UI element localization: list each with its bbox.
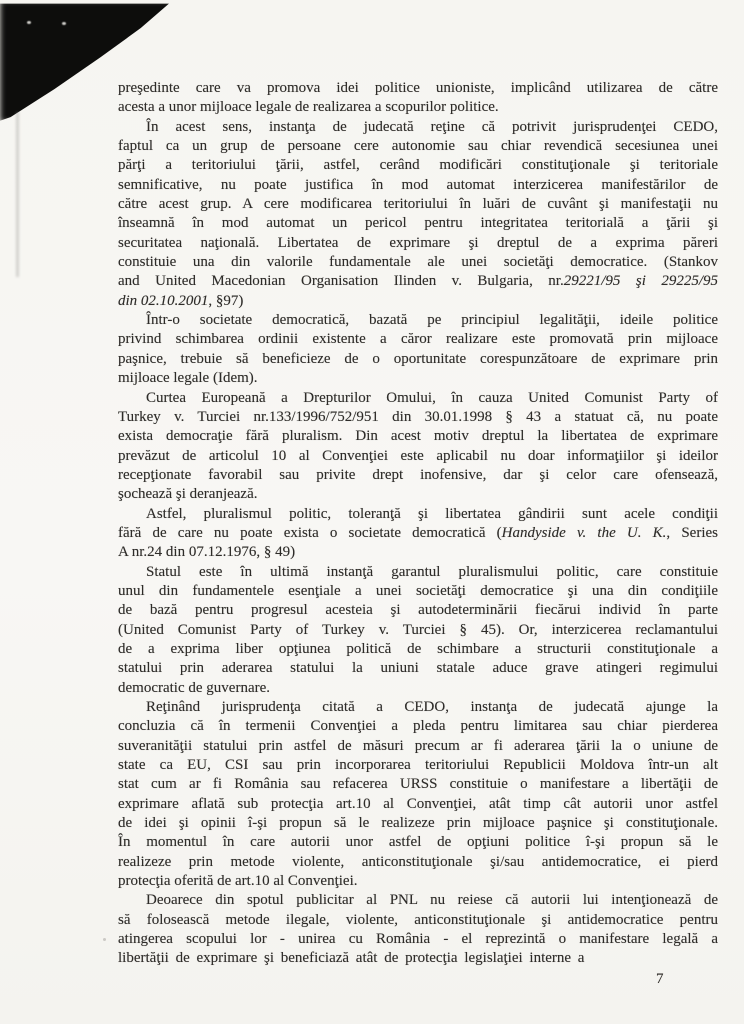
text-line: de a exprima liber opţiunea politică de schimbare a structurii constituţionale a: [118, 640, 718, 657]
text-line: înseamnă în mod automat un pericol pentru integritatea teritorială a ţării şi: [118, 215, 718, 232]
text-line: Deoarece din spotul publicitar al PNL nu reiese că autorii lui intenţionează de: [146, 892, 718, 909]
text-line: acesta a unor mijloace legale de realizarea a scopurilor politice.: [118, 99, 499, 116]
scan-edge-streak: [16, 112, 19, 277]
text-line: părţi a teritoriului ţării, astfel, cerând modificări constituţionale şi teritoriale: [118, 157, 718, 174]
text-line: democratic de guvernare.: [118, 679, 270, 696]
text-line: mijloace legale (Idem).: [118, 370, 258, 387]
text-line: prevăzut de articolul 10 al Convenţiei este aplicabil nu doar informaţiilor şi ideilor: [118, 447, 718, 464]
document-text: [118, 79, 718, 969]
text-line: stat cum ar fi România sau refacerea URSS constituie o manifestare a libertăţii de: [118, 776, 718, 793]
text-line: către acest grup. A cere modificarea teritoriului în luări de cuvânt şi manifestaţii nu: [118, 196, 718, 213]
text-line: şochează şi deranjează.: [118, 486, 258, 503]
text-line: Într-o societate democratică, bazată pe principiul legalităţii, ideile politice: [146, 312, 718, 329]
text-line: semnificative, nu poate justifica în mod automat interzicerea manifestărilor de: [118, 176, 718, 193]
text-line: statului prin aderarea statului la uniuni statale aduce grave atingeri regimului: [118, 660, 718, 677]
text-line: atingerea scopului lor - unirea cu România - el reprezintă o manifestare legală a: [118, 931, 718, 948]
text-line: Astfel, pluralismul politic, toleranţă şi libertatea gândirii sunt acele condiţii: [146, 505, 718, 522]
text-line: Curtea Europeană a Drepturilor Omului, în cauza United Comunist Party of: [146, 389, 718, 406]
text-line: Statul este în ultimă instanţă garantul pluralismului politic, care constituie: [146, 563, 718, 580]
dust-speck: [103, 938, 106, 941]
text-line: securitatea naţională. Libertatea de exprimare şi dreptul de a exprima păreri: [118, 234, 718, 251]
text-line: de idei şi opinii î-şi propun să le realizeze prin mijloace paşnice şi constituţionale.: [118, 815, 718, 832]
text-line: preşedinte care va promova idei politice unioniste, implicând utilizarea de către: [118, 80, 718, 96]
text-line: libertăţii de exprimare şi beneficiază atât de protecţia legislaţiei interne a: [118, 950, 585, 967]
text-line: Reţinând jurisprudenţa citată a CEDO, instanţa de judecată ajunge la: [146, 699, 718, 715]
text-line: În acest sens, instanţa de judecată reţine că potrivit jurisprudenţei CEDO,: [146, 118, 718, 135]
text-line: A nr.24 din 07.12.1976, § 49): [118, 544, 296, 561]
text-line: unul din fundamentele esenţiale a unei societăţi democratice şi una din condiţiile: [118, 582, 718, 599]
text-line: de bază pentru progresul acesteia şi autodeterminării fiecărui individ în parte: [118, 602, 718, 619]
text-line: Turkey v. Turciei nr.133/1996/752/951 din 30.01.1998 § 43 a statuat că, nu poate: [118, 408, 718, 425]
text-line: suveranităţii statului prin astfel de măsuri precum ar fi aderarea ţării la o uniune de: [118, 737, 718, 754]
page-number: 7: [656, 971, 664, 987]
text-line: fără de care nu poate exista o societate democratică (Handyside v. the U. K., Series: [118, 524, 718, 541]
text-line: faptul ca un grup de persoane cere autonomie sau chiar revendică secesiunea unei: [118, 138, 718, 155]
text-line: state ca EU, CSI sau prin incorporarea teritoriului Republicii Moldova într-un alt: [118, 757, 718, 774]
text-line: protecţia oferită de art.10 al Convenţiei.: [118, 873, 358, 890]
text-line: and United Macedonian Organisation Ilinden v. Bulgaria, nr.29221/95 şi 29225/95: [118, 273, 718, 290]
text-line: (United Comunist Party of Turkey v. Turciei § 45). Or, interzicerea reclamantului: [118, 621, 718, 638]
dust-speck: [62, 22, 66, 25]
text-line: paşnice, trebuie să beneficieze de o oportunitate corespunzătoare de exprimare prin: [118, 350, 718, 367]
text-line: recepţionate favorabil sau privite drept inofensive, dar şi celor care ofensează,: [118, 466, 718, 483]
text-line: realizeze prin metode violente, anticonstituţionale şi/sau antidemocratice, ei pierd: [118, 853, 718, 870]
text-line: din 02.10.2001, §97): [118, 292, 244, 309]
dust-speck: [27, 21, 31, 24]
text-line: să folosească metode ilegale, violente, anticonstituţionale şi antidemocratice pentru: [118, 911, 718, 928]
text-line: exista democraţie fără pluralism. Din acest motiv dreptul la libertatea de exprimare: [118, 428, 718, 445]
text-line: concluzia că în termenii Convenţiei a pleda pentru limitarea sau chiar pierderea: [118, 718, 718, 735]
text-line: privind schimbarea ordinii existente a căror realizare este promovată prin mijloace: [118, 331, 718, 348]
text-line: exprimare aflată sub protecţia art.10 al Convenţiei, atât timp cât autorii unor astfel: [118, 795, 718, 812]
text-line: constituie una din valorile fundamentale ale unei societăţi democratice. (Stankov: [118, 254, 718, 271]
text-line: În momentul în care autorii unor astfel de opţiuni politice î-şi propun să le: [118, 834, 718, 851]
